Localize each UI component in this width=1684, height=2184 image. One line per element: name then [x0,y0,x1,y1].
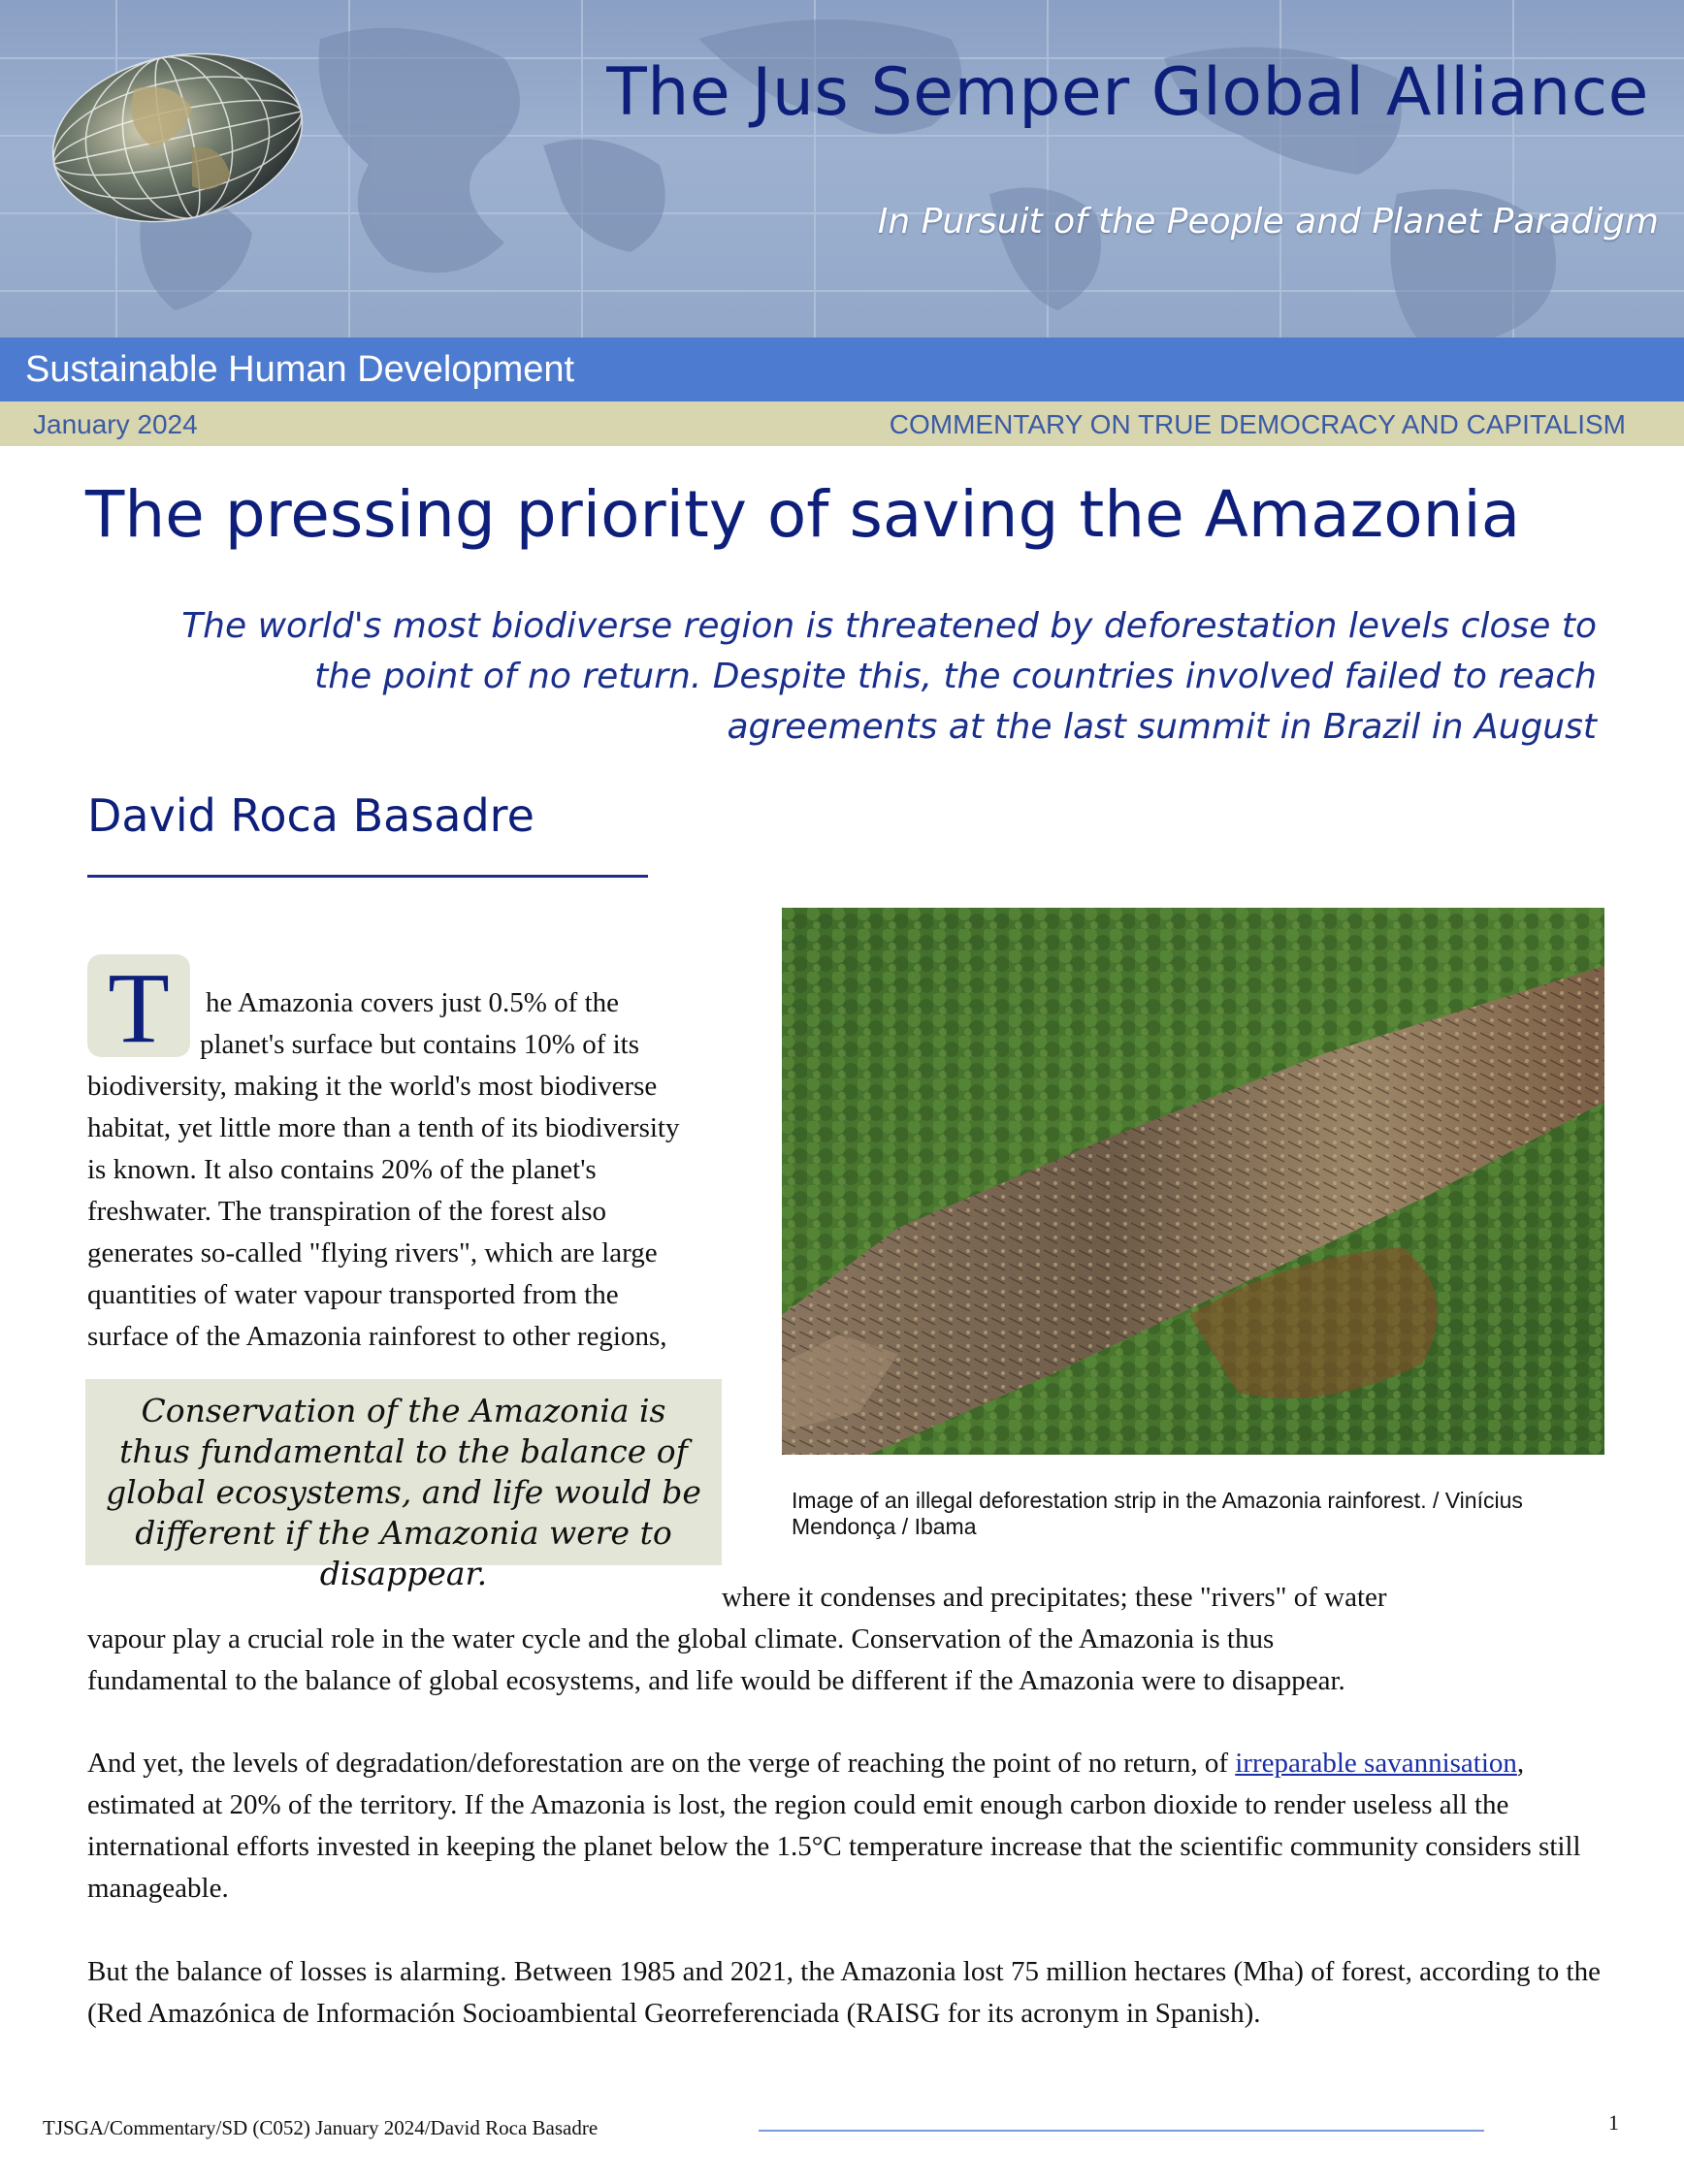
paragraph-losses: But the balance of losses is alarming. Between 1985 and 2021, the Amazonia lost 75 million hectares (Mha) of forest, according to the (Red Amazónica de Información Socioambiental Georreferenciada (RAISG for its acronym in Spanish). [87,1956,1601,2029]
intro-line: planet's surface but contains 10% of its [200,1029,639,1060]
continuation-line: fundamental to the balance of global ecosystems, and life would be different if the Amazonia were to disappear. [87,1665,1345,1696]
intro-line: he Amazonia covers just 0.5% of the [206,987,620,1018]
intro-line: habitat, yet little more than a tenth of its biodiversity [87,1112,680,1143]
continuation-paragraph [87,1619,1601,1702]
pull-quote [85,1379,722,1592]
publication-kind: COMMENTARY ON TRUE DEMOCRACY AND CAPITALISM [889,409,1626,439]
footer-reference: TJSGA/Commentary/SD (C052) January 2024/David Roca Basadre [43,2116,599,2139]
date-bar [0,401,1684,446]
continuation-line: vapour play a crucial role in the water cycle and the global climate. Conservation of the Amazonia is thus [87,1623,1275,1654]
intro-line: biodiversity, making it the world's most biodiverse [87,1071,658,1102]
org-subtitle: In Pursuit of the People and Planet Paradigm [877,202,1659,241]
savannisation-link[interactable]: irreparable savannisation [1235,1748,1517,1779]
issue-date: January 2024 [33,409,198,439]
intro-column [87,982,747,1358]
drop-cap: T [87,954,190,1057]
photo-caption: Image of an illegal deforestation strip in the Amazonia rainforest. / Vinícius Mendonça / Ibama [792,1488,1523,1539]
article-author: David Roca Basadre [87,789,534,842]
intro-line: surface of the Amazonia rainforest to other regions, [87,1321,667,1352]
intro-line: is known. It also contains 20% of the planet's [87,1154,597,1185]
article-standfirst: The world's most biodiverse region is threatened by deforestation levels close to the point of no return. Despite this, the countries involved failed to reach agreements at the last summit in Brazil in August [181,606,1597,747]
intro-line: quantities of water vapour transported from the [87,1279,619,1310]
globe-logo-icon [47,50,308,225]
org-title: The Jus Semper Global Alliance [606,54,1649,131]
deforestation-photo [782,908,1604,1455]
pull-quote-text: Conservation of the Amazonia is thus fundamental to the balance of global ecosystems, and life would be different if the Amazonia were to disappear. [106,1392,701,1592]
paragraph-savannisation [87,1743,1601,1910]
footer-divider [759,2130,1484,2132]
deforestation-photo-image [782,908,1604,1455]
intro-line: generates so-called "flying rivers", which are large [87,1237,658,1269]
para2-text-end: , estimated at 20% of the territory. If the Amazonia is lost, the region could emit enough carbon dioxide to render useless all the international efforts invested in keeping the planet below the 1.5°C temperature increase that the scientific community considers still manageable. [87,1748,1581,1904]
para2-text-start: And yet, the levels of degradation/deforestation are on the verge of reaching the point of no return, of [87,1748,1236,1779]
article-headline: The pressing priority of saving the Amazonia [85,477,1521,552]
section-label: Sustainable Human Development [25,349,575,390]
page-number: 1 [1608,2110,1619,2135]
author-divider [87,875,648,878]
header-banner [0,0,1684,337]
continuation-line: where it condenses and precipitates; these "rivers" of water [722,1582,1387,1613]
section-bar [0,337,1684,401]
intro-line: freshwater. The transpiration of the forest also [87,1196,606,1227]
